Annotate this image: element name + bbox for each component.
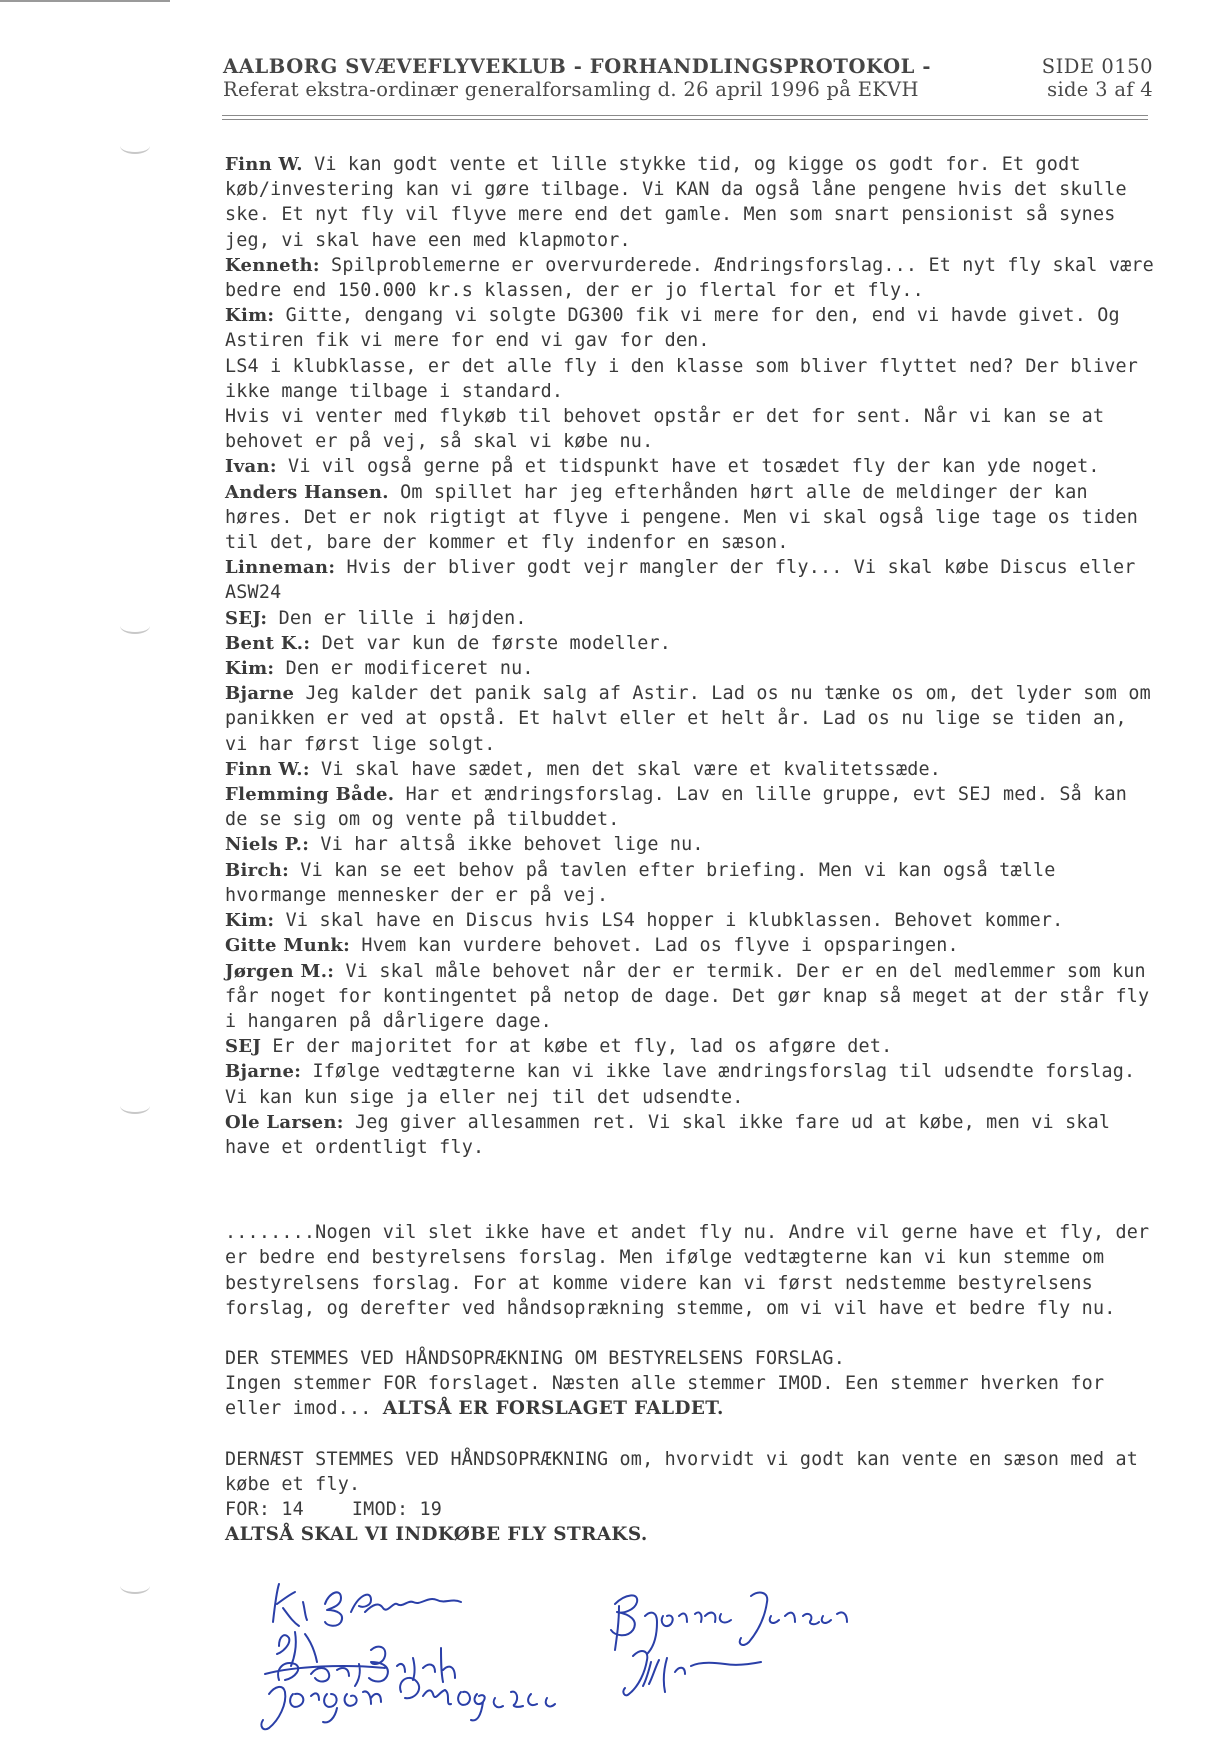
speaker-name: Anders Hansen. [225, 481, 389, 503]
signature-poul-birch [265, 1632, 455, 1686]
vote-for-count: FOR: 14 [225, 1498, 304, 1520]
punch-hole-mark [120, 618, 150, 634]
discussion-entry [225, 1110, 1160, 1160]
discussion-entry [225, 656, 1160, 681]
speaker-name: Finn W. [225, 154, 303, 175]
discussion-entry [225, 832, 1160, 857]
statement-text: LS4 i klubklasse, er det alle fly i den klasse som bliver flyttet ned? Der bliver ikke mange tilbage i standard. [225, 355, 1139, 402]
discussion-entry [225, 152, 1160, 253]
page-number: SIDE 0150 [1041, 55, 1153, 78]
statement-text: Det var kun de første modeller. [310, 632, 672, 654]
speaker-name: Bjarne [225, 683, 295, 705]
vote-1 [225, 1346, 1160, 1422]
statement-text: Spilproblemerne er overvurderede. Ændringsforslag... Et nyt fly skal være bedre end 150.000 kr.s klassen, der er jo flertal for et fly.. [225, 254, 1154, 302]
discussion-entry [225, 681, 1160, 757]
vote-2-count [225, 1497, 1160, 1522]
header-rule [222, 115, 1148, 120]
vote-1-text: Ingen stemmer FOR forslaget. Næsten alle stemmer IMOD. Een stemmer hverken for eller imod... [225, 1373, 1105, 1420]
vote-1-heading: DER STEMMES VED HÅNDSOPRÆKNING OM BESTYRELSENS FORSLAG. [225, 1347, 845, 1369]
discussion-entry [225, 908, 1160, 933]
minutes-body [225, 152, 1160, 1547]
signature-bjarne-jensen [611, 1593, 847, 1696]
signature-jorgen-mogensen [261, 1678, 555, 1729]
vote-1-result: ALTSÅ ER FORSLAGET FALDET. [382, 1398, 724, 1420]
speaker-name: Bent K.: [225, 632, 311, 654]
statement-text: Vi vil også gerne på et tidspunkt have et tosædet fly der kan yde noget. [276, 456, 1100, 478]
page-header [223, 55, 1153, 101]
meeting-subtitle: Referat ekstra-ordinær generalforsamling d. 26 april 1996 på EKVH [223, 78, 919, 101]
discussion-entry [225, 757, 1160, 782]
discussion-entry [225, 1059, 1160, 1109]
club-title: AALBORG SVÆVEFLYVEKLUB - FORHANDLINGSPROTOKOL - [223, 55, 932, 78]
statement-text: Er der majoritet for at købe et fly, lad os afgøre det. [261, 1036, 893, 1058]
statement-text: Hvis der bliver godt vejr mangler der fly... Vi skal købe Discus eller ASW24 [225, 557, 1136, 604]
discussion-entry [225, 404, 1160, 454]
punch-hole-mark [120, 138, 150, 154]
statement-text: Vi har altså ikke behovet lige nu. [309, 834, 704, 856]
discussion-entry [225, 933, 1160, 958]
discussion-entry [225, 555, 1160, 605]
speaker-name: SEJ [225, 1036, 262, 1058]
statement-text: Vi skal måle behovet når der er termik. Der er en del medlemmer som kun får noget for kontingentet på netop de dage. Det gør knap så meget at der står fly i hangaren på dårligere dage. [225, 960, 1150, 1032]
statement-text: Vi skal have en Discus hvis LS4 hopper i klubklassen. Behovet kommer. [274, 910, 1064, 932]
punch-hole-mark [120, 1098, 150, 1114]
discussion-entry [225, 858, 1160, 908]
speaker-name: Birch: [225, 859, 290, 881]
speaker-name: Gitte Munk: [225, 935, 351, 957]
signatures-block [255, 1582, 1055, 1732]
speaker-name: Ivan: [225, 456, 277, 478]
speaker-name: Niels P.: [225, 834, 310, 856]
vote-1-result-line [225, 1371, 1160, 1421]
page-of: side 3 af 4 [1047, 78, 1153, 101]
discussion-entry [225, 606, 1160, 631]
discussion-entry [225, 1034, 1160, 1059]
statement-text: Vi skal have sædet, men det skal være et kvalitetssæde. [309, 758, 942, 780]
statement-text: Den er modificeret nu. [274, 658, 534, 680]
discussion-entry [225, 354, 1160, 404]
speaker-name: Bjarne: [225, 1061, 302, 1083]
speaker-name: Jørgen M.: [225, 960, 335, 982]
statement-text: Har et ændringsforslag. Lav en lille gruppe, evt SEJ med. Så kan de se sig om og vente på tilbuddet. [225, 784, 1128, 831]
discussion-entry [225, 454, 1160, 479]
statement-text: Vi kan se eet behov på tavlen efter briefing. Men vi kan også tælle hvormange mennesker der er på vej. [225, 859, 1056, 906]
discussion-entry [225, 631, 1160, 656]
discussion-entry [225, 480, 1160, 556]
punch-hole-mark [120, 1578, 150, 1594]
discussion-entry [225, 253, 1160, 303]
summary-paragraph: ........Nogen vil slet ikke have et andet fly nu. Andre vil gerne have et fly, der er bedre end bestyrelsens forslag. Men ifølge vedtægterne kan vi kun stemme om bestyrelsens forslag. For at komme videre kan vi først nedstemme bestyrelsens forslag, og derefter ved håndsoprækning stemme, om vi vil have et bedre fly nu. [225, 1222, 1150, 1319]
statement-text: Hvis vi venter med flykøb til behovet opstår er det for sent. Når vi kan se at behovet er på vej, så skal vi købe nu. [225, 406, 1105, 453]
vote-2-heading: DERNÆST STEMMES VED HÅNDSOPRÆKNING om, hvorvidt vi godt kan vente en sæson med at købe et fly. [225, 1448, 1139, 1495]
discussion-entry [225, 782, 1160, 832]
vote-2-conclusion: ALTSÅ SKAL VI INDKØBE FLY STRAKS. [225, 1524, 648, 1546]
statement-text: Jeg giver allesammen ret. Vi skal ikke fare ud at købe, men vi skal have et ordentligt fly. [225, 1111, 1111, 1158]
statement-text: Om spillet har jeg efterhånden hørt alle de meldinger der kan høres. Det er nok rigtigt at flyve i pengene. Men vi skal også lige tage os tiden til det, bare der kommer et fly indenfor en sæson. [225, 481, 1139, 554]
top-edge-mark [0, 0, 170, 2]
statement-text: Vi kan godt vente et lille stykke tid, og kigge os godt for. Et godt køb/investering kan vi gøre tilbage. Vi KAN da også låne pengene hvis det skulle ske. Et nyt fly vil flyve mere end det gamle. Men som snart pensionist så synes jeg, vi skal have een med klapmotor. [225, 154, 1127, 251]
vote-2 [225, 1447, 1160, 1548]
speaker-name: Kim: [225, 658, 275, 680]
statement-text: Hvem kan vurdere behovet. Lad os flyve i opsparingen. [350, 935, 959, 957]
statement-text: Ifølge vedtægterne kan vi ikke lave ændringsforslag til udsendte forslag. Vi kan kun sige ja eller nej til det udsendte. [225, 1061, 1136, 1108]
signature-kim-b-poulsen [273, 1584, 461, 1626]
speaker-name: Finn W.: [225, 758, 310, 780]
statement-text: Gitte, dengang vi solgte DG300 fik vi mere for den, end vi havde givet. Og Astiren fik vi mere for end vi gav for den. [225, 305, 1120, 352]
statement-text: Den er lille i højden. [267, 607, 527, 629]
speaker-name: Ole Larsen: [225, 1111, 344, 1133]
speaker-name: Linneman: [225, 557, 336, 579]
speaker-name: Kim: [225, 910, 275, 932]
speaker-name: Kim: [225, 305, 275, 327]
discussion-entry [225, 303, 1160, 353]
discussion-entry [225, 959, 1160, 1035]
discussion-list [225, 152, 1160, 1160]
statement-text: Jeg kalder det panik salg af Astir. Lad os nu tænke os om, det lyder som om panikken er ved at opstå. Et halvt eller et helt år. Lad os nu lige se tiden an, vi har først lige solgt. [225, 683, 1151, 755]
vote-against-count: IMOD: 19 [351, 1498, 443, 1520]
speaker-name: SEJ: [225, 607, 268, 629]
speaker-name: Kenneth: [225, 254, 320, 276]
speaker-name: Flemming Både. [225, 784, 395, 806]
